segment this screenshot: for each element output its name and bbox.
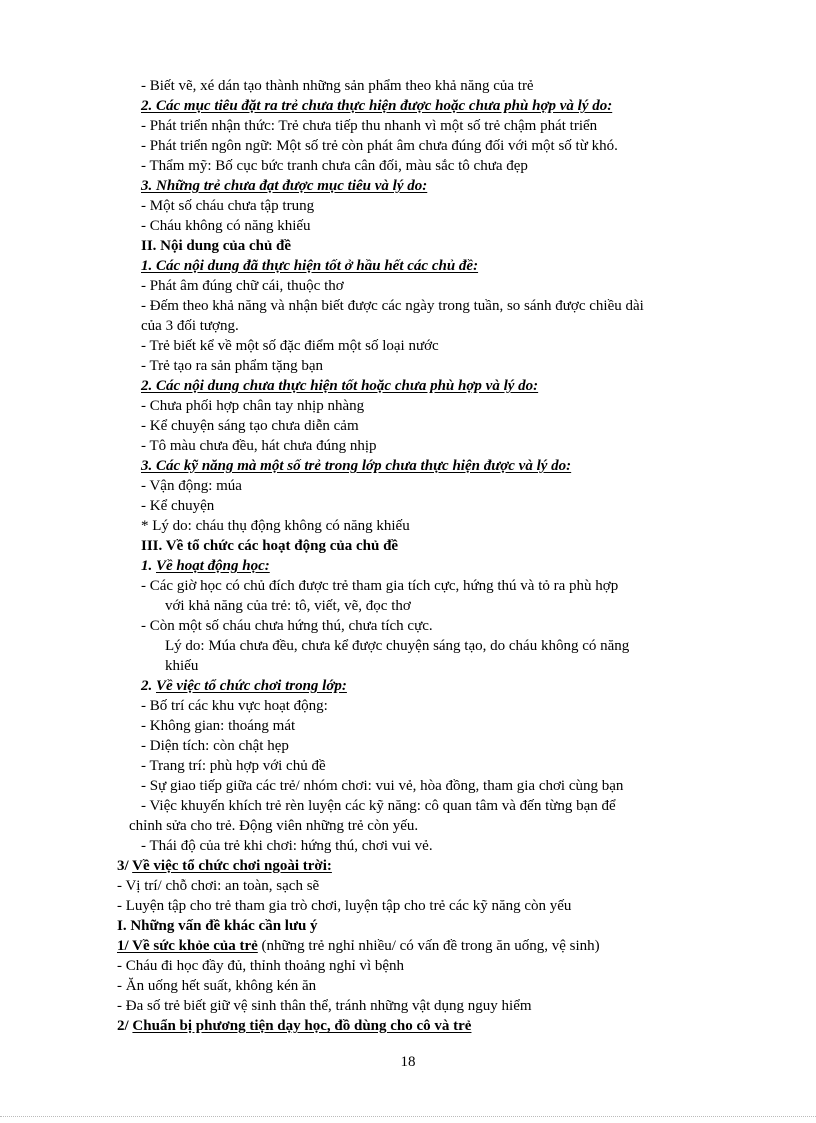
heading-note: (những trẻ nghỉ nhiều/ có vấn đề trong ăn uống, vệ sinh) xyxy=(257,938,600,954)
text-line: - Trẻ tạo ra sản phẩm tặng bạn xyxy=(141,358,324,374)
text-line: - Chưa phối hợp chân tay nhịp nhàng xyxy=(141,398,365,414)
text-line: - Đếm theo khả năng và nhận biết được các ngày trong tuần, so sánh được chiều dài xyxy=(141,298,644,314)
text-line: chỉnh sửa cho trẻ. Động viên những trẻ còn yếu. xyxy=(129,818,419,834)
heading-text: 1/ Về sức khỏe của trẻ xyxy=(117,938,258,954)
heading-indoor-play xyxy=(141,676,347,696)
text-line: * Lý do: cháu thụ động không có năng khiếu xyxy=(141,518,410,534)
section-heading-i: I. Những vấn đề khác cần lưu ý xyxy=(117,918,318,934)
heading-text: Về việc tổ chức chơi trong lớp: xyxy=(156,678,347,694)
heading-text: Về hoạt động học: xyxy=(156,558,270,574)
text-line: - Kể chuyện sáng tạo chưa diễn cảm xyxy=(141,418,359,434)
heading-outdoor-play xyxy=(117,856,332,876)
text-line: - Còn một số cháu chưa hứng thú, chưa tích cực. xyxy=(141,618,433,634)
section-heading-ii: II. Nội dung của chủ đề xyxy=(141,238,292,254)
text-line: - Thái độ của trẻ khi chơi: hứng thú, chơi vui vẻ. xyxy=(141,838,433,854)
text-line: - Bố trí các khu vực hoạt động: xyxy=(141,698,328,714)
page-bottom-divider xyxy=(0,1116,816,1117)
heading-text: Về việc tổ chức chơi ngoài trời: xyxy=(132,858,332,874)
text-line: - Các giờ học có chủ đích được trẻ tham gia tích cực, hứng thú và tỏ ra phù hợp xyxy=(141,578,619,594)
heading-number: 1. xyxy=(141,558,156,574)
text-line: của 3 đối tượng. xyxy=(141,318,239,334)
text-line: - Kể chuyện xyxy=(141,498,215,514)
text-line: Lý do: Múa chưa đều, chưa kể được chuyện sáng tạo, do cháu không có năng xyxy=(165,638,630,654)
heading-contents-not-done: 2. Các nội dung chưa thực hiện tốt hoặc chưa phù hợp và lý do: xyxy=(141,378,539,394)
text-line: - Phát triển nhận thức: Trẻ chưa tiếp thu nhanh vì một số trẻ chậm phát triển xyxy=(141,118,598,134)
heading-teaching-materials xyxy=(117,1016,471,1036)
text-line: khiếu xyxy=(165,658,199,674)
text-line: - Vận động: múa xyxy=(141,478,242,494)
page-number: 18 xyxy=(400,1054,416,1070)
text-line: - Không gian: thoáng mát xyxy=(141,718,296,734)
text-line: - Thẩm mỹ: Bố cục bức tranh chưa cân đối, màu sắc tô chưa đẹp xyxy=(141,158,528,174)
text-line: với khả năng của trẻ: tô, viết, vẽ, đọc thơ xyxy=(165,598,411,614)
heading-contents-done-well: 1. Các nội dung đã thực hiện tốt ở hầu hết các chủ đề: xyxy=(141,258,479,274)
text-line: - Luyện tập cho trẻ tham gia trò chơi, luyện tập cho trẻ các kỹ năng còn yếu xyxy=(117,898,572,914)
heading-learning-activities xyxy=(141,556,270,576)
heading-unmet-goals: 2. Các mục tiêu đặt ra trẻ chưa thực hiện được hoặc chưa phù hợp và lý do: xyxy=(141,98,613,114)
text-line: - Biết vẽ, xé dán tạo thành những sản phẩm theo khả năng của trẻ xyxy=(141,78,534,94)
heading-number: 2. xyxy=(141,678,156,694)
heading-text: Chuẩn bị phương tiện dạy học, đồ dùng cho cô và trẻ xyxy=(132,1018,472,1034)
text-line: - Cháu không có năng khiếu xyxy=(141,218,311,234)
text-line: - Phát triển ngôn ngữ: Một số trẻ còn phát âm chưa đúng đối với một số từ khó. xyxy=(141,138,618,154)
heading-children-not-reached: 3. Những trẻ chưa đạt được mục tiêu và lý do: xyxy=(141,178,428,194)
text-line: - Đa số trẻ biết giữ vệ sinh thân thể, tránh những vật dụng nguy hiểm xyxy=(117,998,532,1014)
text-line: - Trẻ biết kể về một số đặc điểm một số loại nước xyxy=(141,338,439,354)
text-line: - Một số cháu chưa tập trung xyxy=(141,198,315,214)
section-heading-iii: III. Về tổ chức các hoạt động của chủ đề xyxy=(141,538,399,554)
heading-number: 3/ xyxy=(117,858,133,874)
heading-skills-not-done: 3. Các kỹ năng mà một số trẻ trong lớp chưa thực hiện được và lý do: xyxy=(141,458,572,474)
heading-number: 2/ xyxy=(117,1018,133,1034)
text-line: - Cháu đi học đầy đủ, thỉnh thoảng nghỉ vì bệnh xyxy=(117,958,405,974)
text-line: - Ăn uống hết suất, không kén ăn xyxy=(117,978,317,994)
text-line: - Trang trí: phù hợp với chủ đề xyxy=(141,758,326,774)
text-line: - Phát âm đúng chữ cái, thuộc thơ xyxy=(141,278,344,294)
text-line: - Sự giao tiếp giữa các trẻ/ nhóm chơi: vui vẻ, hòa đồng, tham gia chơi cùng bạn xyxy=(141,778,624,794)
text-line: - Việc khuyến khích trẻ rèn luyện các kỹ năng: cô quan tâm và đến từng bạn để xyxy=(141,798,616,814)
text-line: - Diện tích: còn chật hẹp xyxy=(141,738,289,754)
heading-health xyxy=(117,936,600,956)
text-line: - Vị trí/ chỗ chơi: an toàn, sạch sẽ xyxy=(117,878,320,894)
text-line: - Tô màu chưa đều, hát chưa đúng nhịp xyxy=(141,438,377,454)
